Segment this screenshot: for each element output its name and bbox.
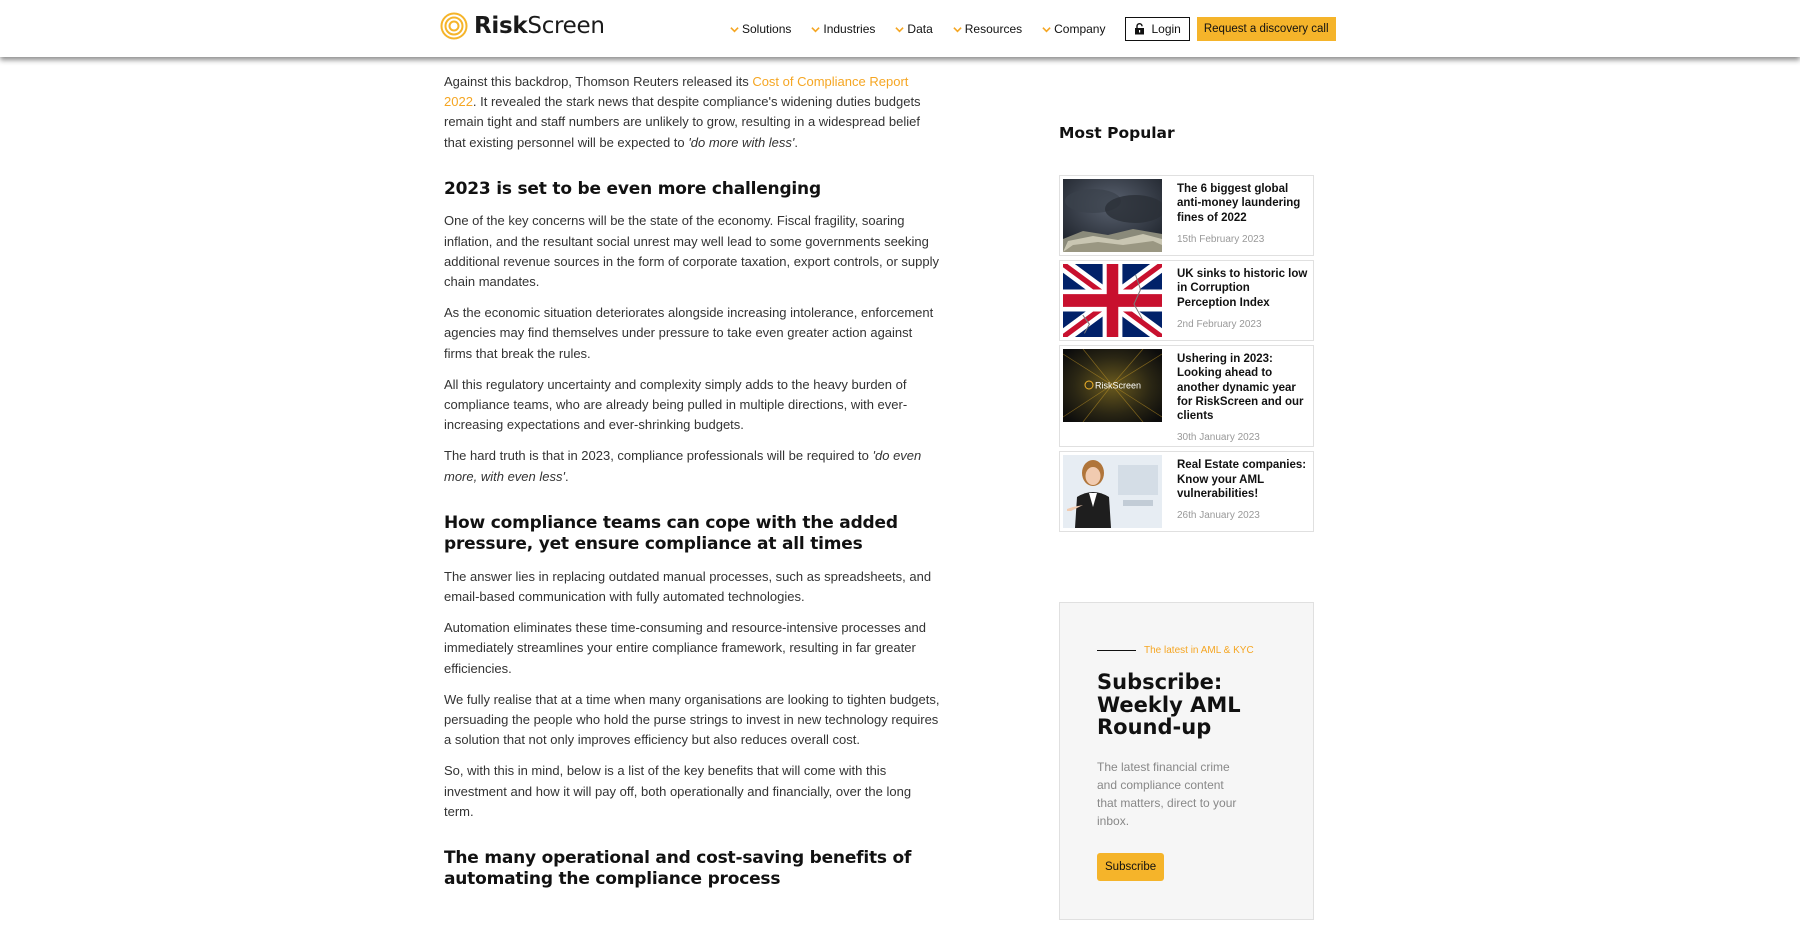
section-heading: 2023 is set to be even more challenging (444, 178, 821, 199)
nav-company[interactable] (1042, 22, 1105, 36)
article-paragraph: The hard truth is that in 2023, compliance professionals will be required to 'do even more, with even less'. (444, 448, 922, 484)
popular-post-card[interactable] (1059, 451, 1314, 532)
main-nav (730, 14, 1336, 44)
subscribe-kicker (1097, 645, 1254, 656)
riskscreen-logo-icon (440, 12, 468, 40)
article-paragraph: So, with this in mind, below is a list of the key benefits that will come with this investment and how it will pay off, both operationally and financially, over the long term. (444, 763, 912, 819)
post-date: 26th January 2023 (1177, 510, 1260, 522)
popular-post-card[interactable] (1059, 260, 1314, 341)
nav-data[interactable] (895, 22, 932, 36)
article-body (444, 40, 944, 902)
post-date: 2nd February 2023 (1177, 318, 1262, 330)
post-thumbnail-union-flag-image (1063, 264, 1162, 337)
popular-post-card[interactable] (1059, 175, 1314, 256)
nav-resources[interactable] (953, 22, 1022, 36)
article-paragraph: Automation eliminates these time-consuming and resource-intensive processes and immediately streamlines your entire compliance framework, resulting in far greater efficiencies. (444, 620, 926, 676)
post-title[interactable]: The 6 biggest global anti-money laundering fines of 2022 (1177, 183, 1301, 224)
riskscreen-logo[interactable] (440, 10, 605, 42)
login-label: Login (1151, 22, 1181, 36)
post-body (1162, 455, 1310, 528)
kicker-text: The latest in AML & KYC (1144, 645, 1254, 656)
post-body (1162, 349, 1310, 443)
post-title[interactable]: Real Estate companies: Know your AML vulnerabilities! (1177, 459, 1307, 501)
subscribe-button[interactable]: Subscribe (1097, 853, 1164, 881)
thumbnail-brand-text: RiskScreen (1095, 380, 1142, 391)
post-body (1162, 179, 1310, 252)
nav-label: Company (1054, 22, 1106, 36)
post-thumbnail-riskscreen-image (1063, 349, 1162, 422)
nav-solutions[interactable] (730, 22, 791, 36)
post-title[interactable]: UK sinks to historic low in Corruption Perception Index (1177, 268, 1308, 309)
section-heading: How compliance teams can cope with the added pressure, yet ensure compliance at all times (444, 512, 898, 555)
lock-icon (1134, 23, 1145, 35)
subscribe-title: Subscribe: Weekly AML Round-up (1097, 670, 1241, 739)
post-body (1162, 264, 1310, 337)
nav-label: Solutions (742, 22, 792, 36)
post-date: 15th February 2023 (1177, 233, 1265, 245)
chevron-down-icon (1042, 25, 1051, 34)
subscribe-panel (1059, 602, 1314, 920)
article-paragraph: All this regulatory uncertainty and complexity simply adds to the heavy burden of compliance teams, who are already being pulled in multiple directions, with ever-increasing expectations and ever-shrinking budgets. (444, 376, 908, 433)
logo-wordmark: RiskScreen (474, 13, 605, 39)
nav-label: Data (907, 22, 933, 36)
article-paragraph: As the economic situation deteriorates alongside increasing intolerance, enforcement agencies may find themselves under pressure to take even greater action against firms that break the rules. (444, 305, 934, 361)
nav-label: Resources (964, 22, 1023, 36)
login-button[interactable] (1125, 17, 1189, 41)
chevron-down-icon (895, 25, 904, 34)
article-paragraph: Against this backdrop, Thomson Reuters released its Cost of Compliance Report 2022. It revealed the stark news that despite compliance's widening duties budgets remain tight and staff numbers are unlikely to grow, resulting in a widespread belief that existing personnel will be expected to 'do more with less'. (444, 74, 921, 150)
chevron-down-icon (730, 25, 739, 34)
post-title[interactable]: Ushering in 2023: Looking ahead to another dynamic year for RiskScreen and our clients (1177, 353, 1304, 423)
post-thumbnail-money-image (1063, 179, 1162, 252)
kicker-divider (1097, 650, 1136, 651)
nav-industries[interactable] (811, 22, 875, 36)
section-heading: The many operational and cost-saving benefits of automating the compliance process (444, 847, 912, 890)
cost-of-compliance-report-link[interactable]: Cost of Compliance Report 2022 (444, 74, 909, 110)
article-paragraph: One of the key concerns will be the state of the economy. Fiscal fragility, soaring inflation, and the resultant social unrest may well lead to some governments seeking additional revenue sources in the form of corporate taxation, export controls, or supply chain mandates. (444, 213, 939, 289)
request-discovery-call-button[interactable]: Request a discovery call (1197, 17, 1336, 41)
popular-post-card[interactable] (1059, 345, 1314, 447)
site-header (0, 0, 1800, 57)
most-popular-heading: Most Popular (1059, 124, 1175, 142)
chevron-down-icon (953, 25, 962, 34)
most-popular-list (1059, 175, 1314, 536)
chevron-down-icon (811, 25, 820, 34)
nav-label: Industries (823, 22, 876, 36)
post-date: 30th January 2023 (1177, 432, 1260, 444)
subscribe-description: The latest financial crime and compliance content that matters, direct to your inbox. (1097, 760, 1237, 828)
article-paragraph: The answer lies in replacing outdated manual processes, such as spreadsheets, and email-based communication with fully automated technologies. (444, 568, 932, 604)
article-paragraph: We fully realise that at a time when many organisations are looking to tighten budgets, persuading the people who hold the purse strings to invest in new technology requires a solution that not only improves efficiency but also reduces overall cost. (444, 691, 940, 748)
post-thumbnail-businesswoman-image (1063, 455, 1162, 528)
